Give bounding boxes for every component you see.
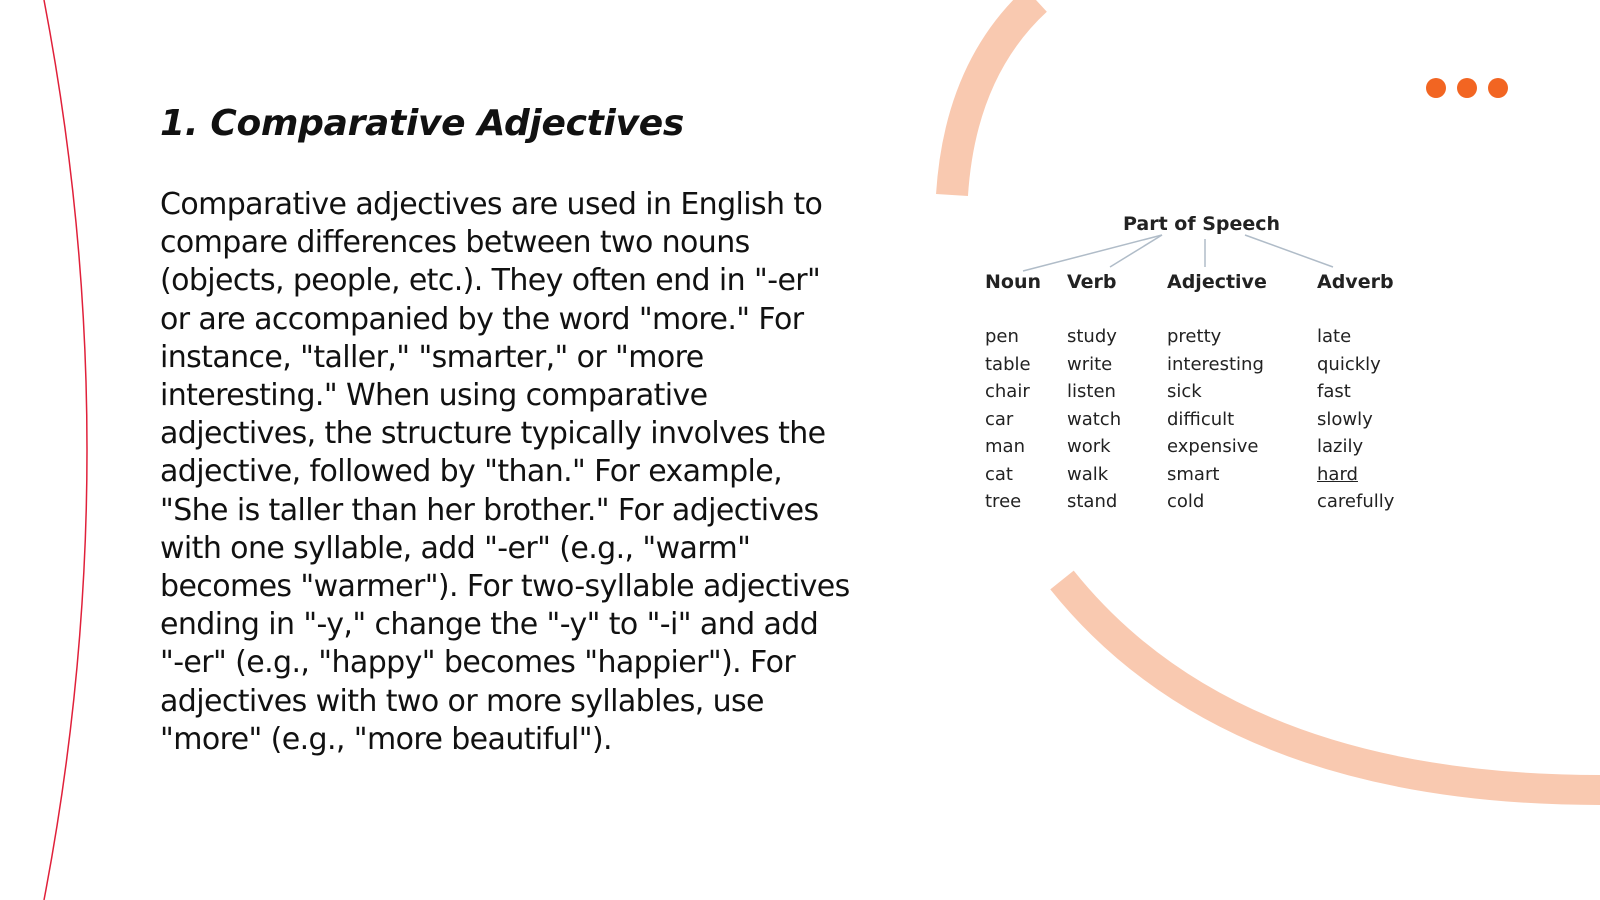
word: car (985, 408, 1014, 430)
left-curve-line (44, 0, 87, 900)
verb-column (1067, 271, 1121, 516)
word: pen (985, 326, 1019, 347)
word: stand (1067, 491, 1118, 512)
adverb-column (1317, 271, 1394, 516)
word: pretty (1167, 326, 1222, 347)
column-heading: Verb (1067, 271, 1117, 293)
part-of-speech-diagram (975, 205, 1415, 535)
word: carefully (1317, 491, 1395, 512)
word: chair (985, 381, 1030, 402)
word: sick (1167, 381, 1202, 402)
word: late (1317, 326, 1352, 347)
word: cat (985, 463, 1013, 485)
word: work (1067, 436, 1111, 457)
word: table (985, 353, 1031, 375)
column-heading: Noun (985, 271, 1042, 293)
word: listen (1067, 381, 1116, 402)
adjective-column (1167, 271, 1267, 516)
word: quickly (1317, 353, 1381, 375)
three-dots-icon (1426, 78, 1508, 98)
word: difficult (1167, 408, 1235, 430)
word-underlined: hard (1317, 463, 1358, 485)
column-heading: Adjective (1167, 271, 1267, 293)
word: walk (1067, 463, 1109, 485)
noun-column (985, 271, 1041, 516)
word: man (985, 436, 1025, 457)
column-heading: Adverb (1317, 271, 1394, 293)
word: write (1067, 353, 1113, 375)
word: expensive (1167, 436, 1259, 457)
slide-body-text: Comparative adjectives are used in English to compare differences between two nouns (objects, people, etc.). They often end in "-er" or are accompanied by the word "more." For instance, "taller," "smarter," or "more interesting." When using comparative adjectives, the structure typically involves the adjective, followed by "than." For example, "She is taller than her brother." For adjectives with one syllable, add "-er" (e.g., "warm" becomes "warmer"). For two-syllable adjectives ending in "-y," change the "-y" to "-i" and add "-er" (e.g., "happy" becomes "happier"). For adjectives with two or more syllables, use "more" (e.g., "more beautiful"). (160, 187, 850, 757)
word: lazily (1317, 436, 1364, 457)
word: interesting (1167, 353, 1264, 375)
dot (1457, 78, 1477, 98)
word: slowly (1317, 408, 1373, 430)
word: cold (1167, 491, 1205, 512)
dot (1426, 78, 1446, 98)
diagram-title: Part of Speech (1123, 213, 1281, 235)
word: tree (985, 491, 1022, 512)
word: fast (1317, 381, 1351, 402)
word: watch (1067, 408, 1122, 430)
lower-arc (1062, 580, 1600, 790)
dot (1488, 78, 1508, 98)
word: smart (1167, 463, 1220, 485)
upper-arc (952, 0, 1036, 195)
word: study (1067, 326, 1117, 347)
slide-title: 1. Comparative Adjectives (160, 103, 684, 144)
